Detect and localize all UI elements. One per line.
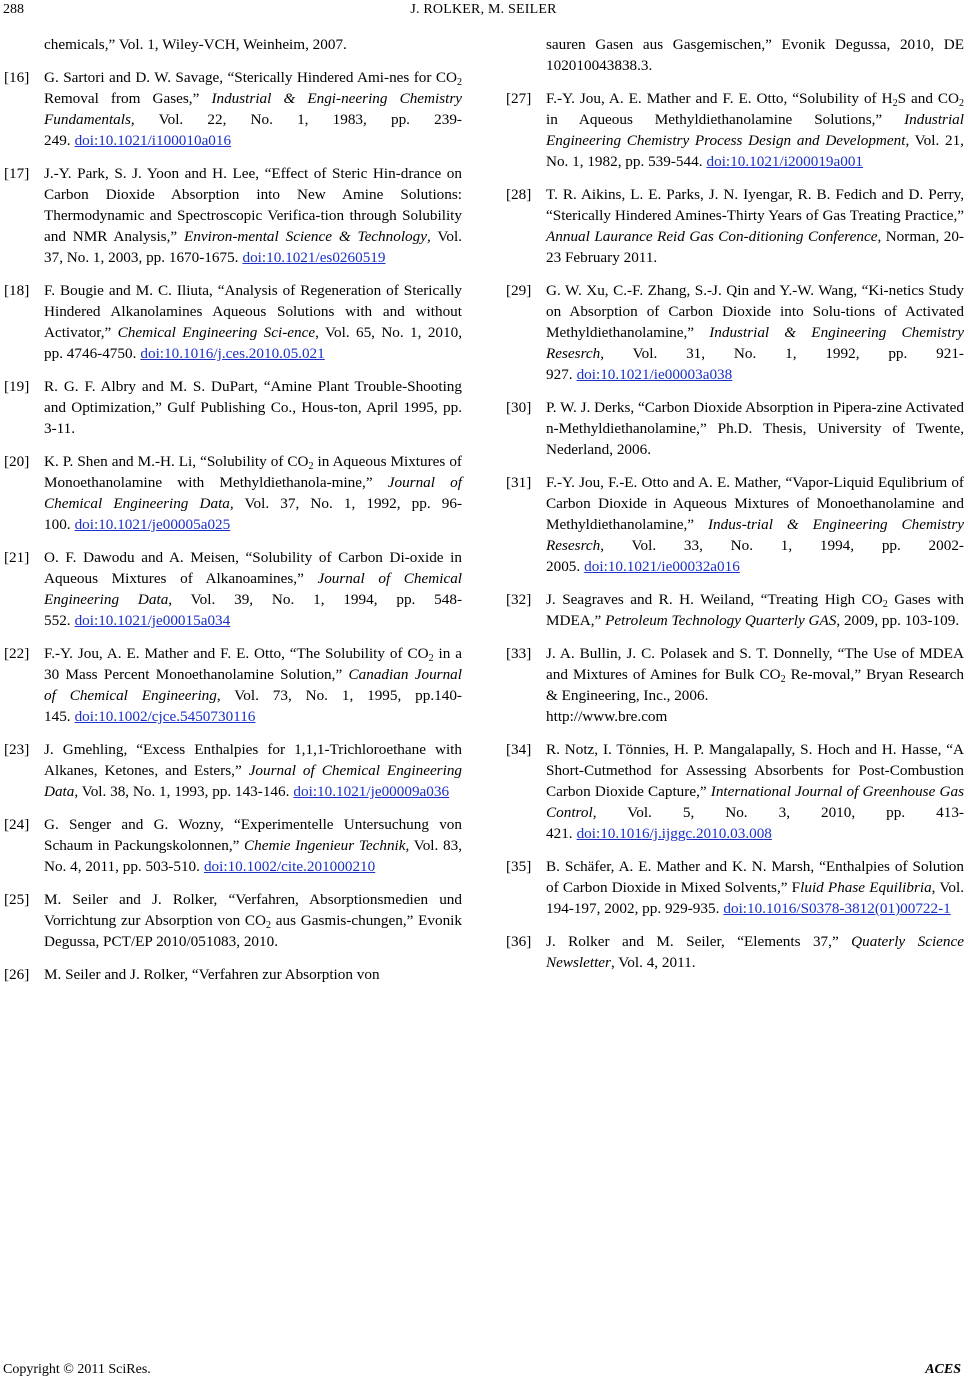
ref-text: in Aqueous Methyldiethanolamine Solutions,” [546,111,905,128]
ref-text: , Vol. 65, No. 1, 2010, pp. 4746-4750. [44,324,462,362]
ref-text: J. Rolker and M. Seiler, “Elements 37,” [546,933,852,950]
reference-number: [21] [4,549,30,566]
reference-number: [34] [506,741,532,758]
ref-text: B. Schäfer, A. E. Mather and K. N. Marsh, “Enthalpies of Solution of Carbon Dioxide in Mixed Solvents,” F [546,858,964,896]
reference-text [546,858,964,917]
ref-text: , Vol. 38, No. 1, 1993, pp. 143-146. [74,783,290,800]
reference-text [546,474,964,575]
url-text: http://www.bre.com [546,708,668,725]
doi-link[interactable]: doi:10.1016/j.ces.2010.05.021 [140,345,325,362]
reference-number: [19] [4,378,30,395]
doi-link[interactable]: doi:10.1021/ie00003a038 [576,366,733,383]
ref-text: J. Gmehling, “Excess Enthalpies for 1,1,1-Trichloroethane with Alkanes, Ketones, and Esters,” [44,741,462,779]
journal-title: Canadian Journal of Chemical Engineering [44,666,462,704]
reference-item [506,856,964,919]
reference-list-right [506,88,964,973]
ref-text: J. A. Bullin, J. C. Polasek and S. T. Donnelly, “The Use of MDEA and Mixtures of Amines for Bulk CO [546,645,964,683]
doi-link[interactable]: doi:10.1002/cite.201000210 [203,858,376,875]
reference-item [4,163,462,268]
journal-title: Industrial & Engi-neering Chemistry Fundamentals [44,90,462,128]
reference-number: [33] [506,645,532,662]
reference-number: [26] [4,966,30,983]
ref-text: O. F. Dawodu and A. Meisen, “Solubility of Carbon Di-oxide in Aqueous Mixtures of Alkanoamines,” [44,549,462,587]
reference-number: [28] [506,186,532,203]
ref-text: in a 30 Mass Percent Monoethanolamine Solution,” [44,645,462,683]
ref-text: T. R. Aikins, L. E. Parks, J. N. Iyengar, R. B. Fedich and D. Perry, “Sterically Hindered Amines-Thirty Years of Gas Treating Practice,” [546,186,964,224]
journal-abbrev: ACES [925,1362,961,1377]
reference-number: [29] [506,282,532,299]
ref-text: G. Sartori and D. W. Savage, “Sterically Hindered Ami-nes for CO [44,69,457,86]
reference-text [44,282,462,362]
journal-title: Quaterly Science Newsletter [546,933,965,971]
reference-number: [24] [4,816,30,833]
journal-title: Journal of Chemical Engineering Data [44,762,463,800]
ref-text: P. W. J. Derks, “Carbon Dioxide Absorption in Pipera-zine Activated n-Methyldiethanolamine,” Ph.D. Thesis, University of Twente, Nederland, 2006. [546,399,965,458]
reference-number: [20] [4,453,30,470]
ref-text: , Vol. 33, No. 1, 1994, pp. 2002-2005. [546,537,964,575]
reference-number: [30] [506,399,532,416]
ref-text: R. G. F. Albry and M. S. DuPart, “Amine Plant Trouble-Shooting and Optimization,” Gulf Publishing Co., Hous-ton, April 1995, pp. 3-11. [44,378,462,437]
journal-title: Chemical Engineering Sci-ence [117,324,316,341]
reference-item [506,472,964,577]
ref-text: , Vol. 22, No. 1, 1983, pp. 239-249. [44,111,462,149]
ref-text: R. Notz, I. Tönnies, H. P. Mangalapally, S. Hoch and H. Hasse, “A Short-Cutmethod for Assessing Absorbents for Post-Combustion Carbon Dioxide Capture,” [546,741,964,800]
continuation-text: chemicals,” Vol. 1, Wiley-VCH, Weinheim, 2007. [44,36,347,53]
reference-text [44,816,462,875]
journal-title: Journal of Chemical Engineering Data [44,474,462,512]
reference-number: [35] [506,858,532,875]
reference-text [44,966,380,983]
reference-text [546,282,964,383]
ref-text: J. Seagraves and R. H. Weiland, “Treating High CO [546,591,883,608]
reference-item [4,814,462,877]
reference-number: [31] [506,474,532,491]
subscript: 2 [266,920,272,931]
reference-item [4,547,462,631]
reference-number: [17] [4,165,30,182]
ref-text: , Vol. 21, No. 1, 1982, pp. 539-544. [546,132,964,170]
journal-title: Journal of Chemical Engineering Data [44,570,463,608]
ref-text: Removal from Gases,” [44,90,212,107]
doi-link[interactable]: doi:10.1021/i100010a016 [74,132,232,149]
subscript: 2 [882,599,888,610]
subscript: 2 [428,653,434,664]
ref-text: , Vol. 37, No. 1, 2003, pp. 1670-1675. [44,228,462,266]
reference-item [506,739,964,844]
ref-text: aus Gasmis-chungen,” Evonik Degussa, PCT/EP 2010/051083, 2010. [44,912,462,950]
journal-title: Petroleum Technology Quarterly GAS [605,612,837,629]
reference-number: [18] [4,282,30,299]
ref-text: , Vol. 194-197, 2002, pp. 929-935. [546,879,964,917]
ref-text: F. Bougie and M. C. Iliuta, “Analysis of Regeneration of Sterically Hindered Alkanolamines Aqueous Solutions with and without Activator,” [44,282,462,341]
reference-text [44,378,462,437]
ref-text: , Vol. 31, No. 1, 1992, pp. 921-927. [546,345,964,383]
reference-number: [32] [506,591,532,608]
reference-item [4,376,462,439]
ref-text: , Vol. 37, No. 1, 1992, pp. 96-100. [44,495,462,533]
reference-text [44,891,462,950]
ref-text: , Vol. 83, No. 4, 2011, pp. 503-510. [44,837,462,875]
ref-text: Gases with MDEA,” [546,591,964,629]
ref-text: S and CO [897,90,959,107]
reference-text [44,69,462,149]
reference-item [506,280,964,385]
reference-number: [27] [506,90,532,107]
doi-link[interactable]: doi:10.1021/i200019a001 [706,153,864,170]
reference-item [4,889,462,952]
reference-item [4,964,462,985]
reference-text [546,645,964,704]
reference-item [4,67,462,151]
reference-number: [25] [4,891,30,908]
copyright: Copyright © 2011 SciRes. [3,1362,151,1377]
running-title: J. ROLKER, M. SEILER [410,2,557,17]
reference-item [506,397,964,460]
doi-link[interactable]: doi:10.1016/j.ijggc.2010.03.008 [576,825,772,842]
ref-text: , Vol. 39, No. 1, 1994, pp. 548-552. [44,591,463,629]
ref-text: F.-Y. Jou, A. E. Mather and F. E. Otto, “The Solubility of CO [44,645,429,662]
ref-text: M. Seiler and J. Rolker, “Verfahren, Absorptionsmedien und Vorrichtung zur Absorption von CO [44,891,462,929]
subscript: 2 [308,461,314,472]
reference-item [4,739,462,802]
reference-number: [22] [4,645,30,662]
reference-item [506,184,964,268]
reference-item [4,280,462,364]
ref-text: , Norman, 20-23 February 2011. [546,228,964,266]
right-column [506,34,964,985]
ref-text: G. W. Xu, C.-F. Zhang, S.-J. Qin and Y.-W. Wang, “Ki-netics Study on Absorption of Carbon Dioxide into Solu-tions of Activated Methyldiethanolamine,” [546,282,964,341]
ref-text: , Vol. 73, No. 1, 1995, pp.140-145. [44,687,462,725]
doi-link[interactable]: doi:10.1016/S0378-3812(01)00722-1 [723,900,951,917]
journal-title: Environ-mental Science & Technology [183,228,427,245]
doi-link[interactable]: doi:10.1002/cjce.5450730116 [74,708,256,725]
journal-title: Industrial Engineering Chemistry Process Design and Development [546,111,964,149]
ref-text: , Vol. 5, No. 3, 2010, pp. 413-421. [546,804,964,842]
doi-link[interactable]: doi:10.1021/ie00032a016 [584,558,740,575]
journal-title: International Journal of Greenhouse Gas Control [546,783,964,821]
journal-title: Chemie Ingenieur Technik [244,837,406,854]
doi-link[interactable]: doi:10.1021/je00015a034 [74,612,231,629]
doi-link[interactable]: doi:10.1021/je00005a025 [74,516,231,533]
reference-number: [23] [4,741,30,758]
reference-text [44,453,462,533]
reference-text [546,90,964,170]
ref-text: , Vol. 4, 2011. [610,954,696,971]
continuation-text: sauren Gasen aus Gasgemischen,” Evonik Degussa, 2010, DE 102010043838.3. [546,36,964,74]
reference-text [546,591,964,629]
reference-list-left [4,67,462,985]
ref-text: F.-Y. Jou, F.-E. Otto and A. E. Mather, “Vapor-Liquid Equlibrium of Carbon Dioxide in Aqueous Mixtures of Monoethanolamine and Methyldiethanolamine,” [546,474,964,533]
reference-text [546,933,964,971]
ref-text: J.-Y. Park, S. J. Yoon and H. Lee, “Effect of Steric Hin-drance on Carbon Dioxide Absorption into New Amine Solutions: Thermodynamic and Spectroscopic Verifica-tion through Solubility and NMR Analysis,” [44,165,462,245]
reference-text [546,399,964,458]
reference-text [44,549,462,629]
left-column [4,34,462,997]
reference-item [4,451,462,535]
ref-text: K. P. Shen and M.-H. Li, “Solubility of CO [44,453,309,470]
reference-item [506,589,964,631]
journal-title: Industrial & Engineering Chemistry Resesrch [546,324,964,362]
doi-link[interactable]: doi:10.1021/je00009a036 [293,783,450,800]
reference-item [4,643,462,727]
ref-text: , 2009, pp. 103-109. [836,612,960,629]
ref-text: G. Senger and G. Wozny, “Experimentelle Untersuchung von Schaum in Packungskolonnen,” [44,816,462,854]
journal-title: luid Phase Equilibria [800,879,932,896]
subscript: 2 [457,77,462,88]
reference-number: [16] [4,69,30,86]
ref-text: Re-moval,” Bryan Research & Engineering, Inc., 2006. [546,666,965,704]
ref-text: F.-Y. Jou, A. E. Mather and F. E. Otto, “Solubility of H [546,90,893,107]
subscript: 2 [780,674,786,685]
reference-text [546,741,964,842]
reference-text [44,741,462,800]
page-number: 288 [3,2,24,17]
journal-title: Indus-trial & Engineering Chemistry Resesrch [546,516,964,554]
doi-link[interactable]: doi:10.1021/es0260519 [242,249,386,266]
reference-item [506,88,964,172]
reference-text [44,645,462,725]
reference-text [546,186,964,266]
ref-text: M. Seiler and J. Rolker, “Verfahren zur Absorption von [44,966,380,983]
reference-text [44,165,462,266]
ref-text: in Aqueous Mixtures of Monoethanolamine with Methyldiethanola-mine,” [44,453,462,491]
reference-item [506,931,964,973]
subscript: 2 [959,98,964,109]
subscript: 2 [892,98,898,109]
reference-number: [36] [506,933,532,950]
journal-title: Annual Laurance Reid Gas Con-ditioning Conference [546,228,878,245]
reference-item [506,643,964,727]
